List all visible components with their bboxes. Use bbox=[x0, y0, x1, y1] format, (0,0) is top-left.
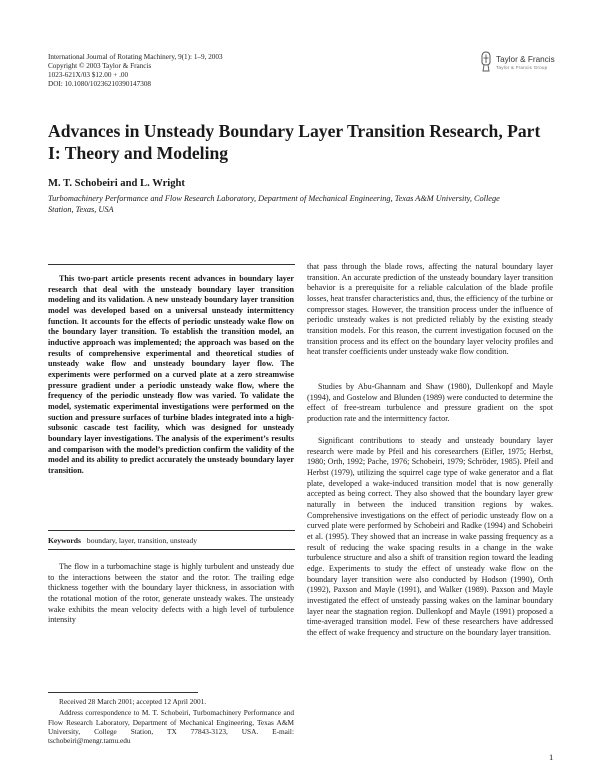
abstract-top-rule bbox=[48, 264, 295, 265]
page-number: 1 bbox=[549, 752, 554, 762]
journal-citation: International Journal of Rotating Machinery, 9(1): 1–9, 2003 bbox=[48, 53, 223, 61]
publisher-subtitle: Taylor & Francis Group bbox=[496, 65, 548, 70]
article-title: Advances in Unsteady Boundary Layer Transition Research, Part I: Theory and Modeling bbox=[48, 121, 541, 163]
correspondence-address: Address correspondence to M. T. Schobeiri, Turbomachinery Performance and Flow Research Laboratory, Department of Mechanical Engineering, Texas A&M University, College Station, TX 77843-3123, USA. E-mail: tschobeiri@mengr.tamu.edu bbox=[48, 708, 294, 746]
copyright-line: Copyright © 2003 Taylor & Francis bbox=[48, 62, 152, 70]
doi-line: DOI: 10.1080/10236210390147308 bbox=[48, 80, 152, 88]
issn-line: 1023-621X/03 $12.00 + .00 bbox=[48, 71, 129, 79]
body-paragraph-2: Studies by Abu-Ghannam and Shaw (1980), Dullenkopf and Mayle (1994), and Gostelow and Blunden (1989) were conducted to determine the effect of free-stream turbulence and pressure gradient on the spot production rate and the intermittency factor. bbox=[307, 382, 553, 423]
keywords-label: Keywords bbox=[48, 536, 81, 545]
footnote-rule bbox=[48, 692, 198, 693]
body-paragraph-1: that pass through the blade rows, affecting the natural boundary layer transition. An accurate prediction of the unsteady boundary layer transition behavior is a prerequisite for a reliable calculation of the blade profile losses, heat transfer characteristics and, thus, the efficiency of the turbine or compressor stages. However, the transition process under the influence of periodic unsteady wakes is not predicted reliably by the existing steady transition models. For this reason, the current investigation focused on the transition process and its effect on the boundary layer velocity profiles and heat transfer coefficients under unsteady wake flow condition. bbox=[307, 262, 553, 357]
publisher-icon bbox=[478, 50, 494, 74]
keywords-list: boundary, layer, transition, unsteady bbox=[86, 536, 198, 545]
author-list: M. T. Schobeiri and L. Wright bbox=[48, 178, 185, 189]
abstract-bottom-rule bbox=[48, 530, 295, 531]
keywords-line bbox=[48, 536, 294, 545]
footnote bbox=[48, 697, 294, 745]
publisher-logo bbox=[478, 50, 573, 80]
body-paragraph-3: Significant contributions to steady and unsteady boundary layer research were made by Pfeil and his coresearchers (Eifler, 1975; Herbst, 1980; Orth, 1992; Pache, 1976; Schobeiri, 1979; Schröder, 1985). Pfeil and Herbst (1979), utilizing the squirrel cage type of wake generator and a flat plate, developed a wake-induced transition model that is now generally accepted as being correct. They also showed that the boundary layer grew naturally in between the induced transition regions by wakes. Comprehensive investigations on the effect of periodic unsteady flow on a curved plate were performed by Schobeiri and Radke (1994) and Schobeiri et al. (1995). They showed that an increase in wake passing frequency as a result of reducing the wake spacing results in a change in the wake turbulence structure and also a shift of transition region toward the leading edge. Experiments to study the effect of unsteady wake flow on the boundary layer transition were also conducted by Hodson (1990), Orth (1992), Paxson and Mayle (1991), and Walker (1989). Paxson and Mayle investigated the effect of unsteady passing wakes on the laminar boundary layer near the stagnation region. Dullenkopf and Mayle (1991) proposed a time-averaged transition model. Few of these researchers have addressed the effect of wake frequency and structure on the boundary layer transition. bbox=[307, 436, 553, 637]
publisher-name: Taylor & Francis bbox=[496, 55, 555, 64]
received-date: Received 28 March 2001; accepted 12 April 2001. bbox=[59, 697, 207, 706]
intro-paragraph: The flow in a turbomachine stage is highly turbulent and unsteady due to the interactions between the stator and the rotor. The trailing edge thickness together with the boundary layer thickness, in association with the rotational motion of the rotor, generate unsteady wakes. The unsteady wake exhibits the mean velocity defects with a high level of turbulence intensity bbox=[48, 562, 294, 625]
author-affiliation: Turbomachinery Performance and Flow Research Laboratory, Department of Mechanical Engineering, Texas A&M University, College Station, Texas, USA bbox=[48, 194, 500, 214]
keywords-rule bbox=[48, 549, 295, 550]
abstract: This two-part article presents recent advances in boundary layer research that deal with the unsteady boundary layer transition modeling and its validation. A new unsteady boundary layer transition model was developed based on a universal unsteady intermittency function. It accounts for the effects of periodic unsteady wake flow on the boundary layer transition. To establish the transition model, an inductive approach was implemented; the approach was based on the results of comprehensive experimental and theoretical studies of unsteady wake flow and unsteady boundary layer flow. The experiments were performed on a curved plate at a zero streamwise pressure gradient under a periodic unsteady wake flow, where the frequency of the periodic unsteady flow was varied. To validate the model, systematic experimental investigations were performed on the suction and pressure surfaces of turbine blades integrated into a high-subsonic cascade test facility, which was designed for unsteady boundary layer investigations. The analysis of the experiment’s results and comparison with the model’s prediction confirm the validity of the model and its ability to predict accurately the unsteady boundary layer transition. bbox=[48, 274, 294, 475]
